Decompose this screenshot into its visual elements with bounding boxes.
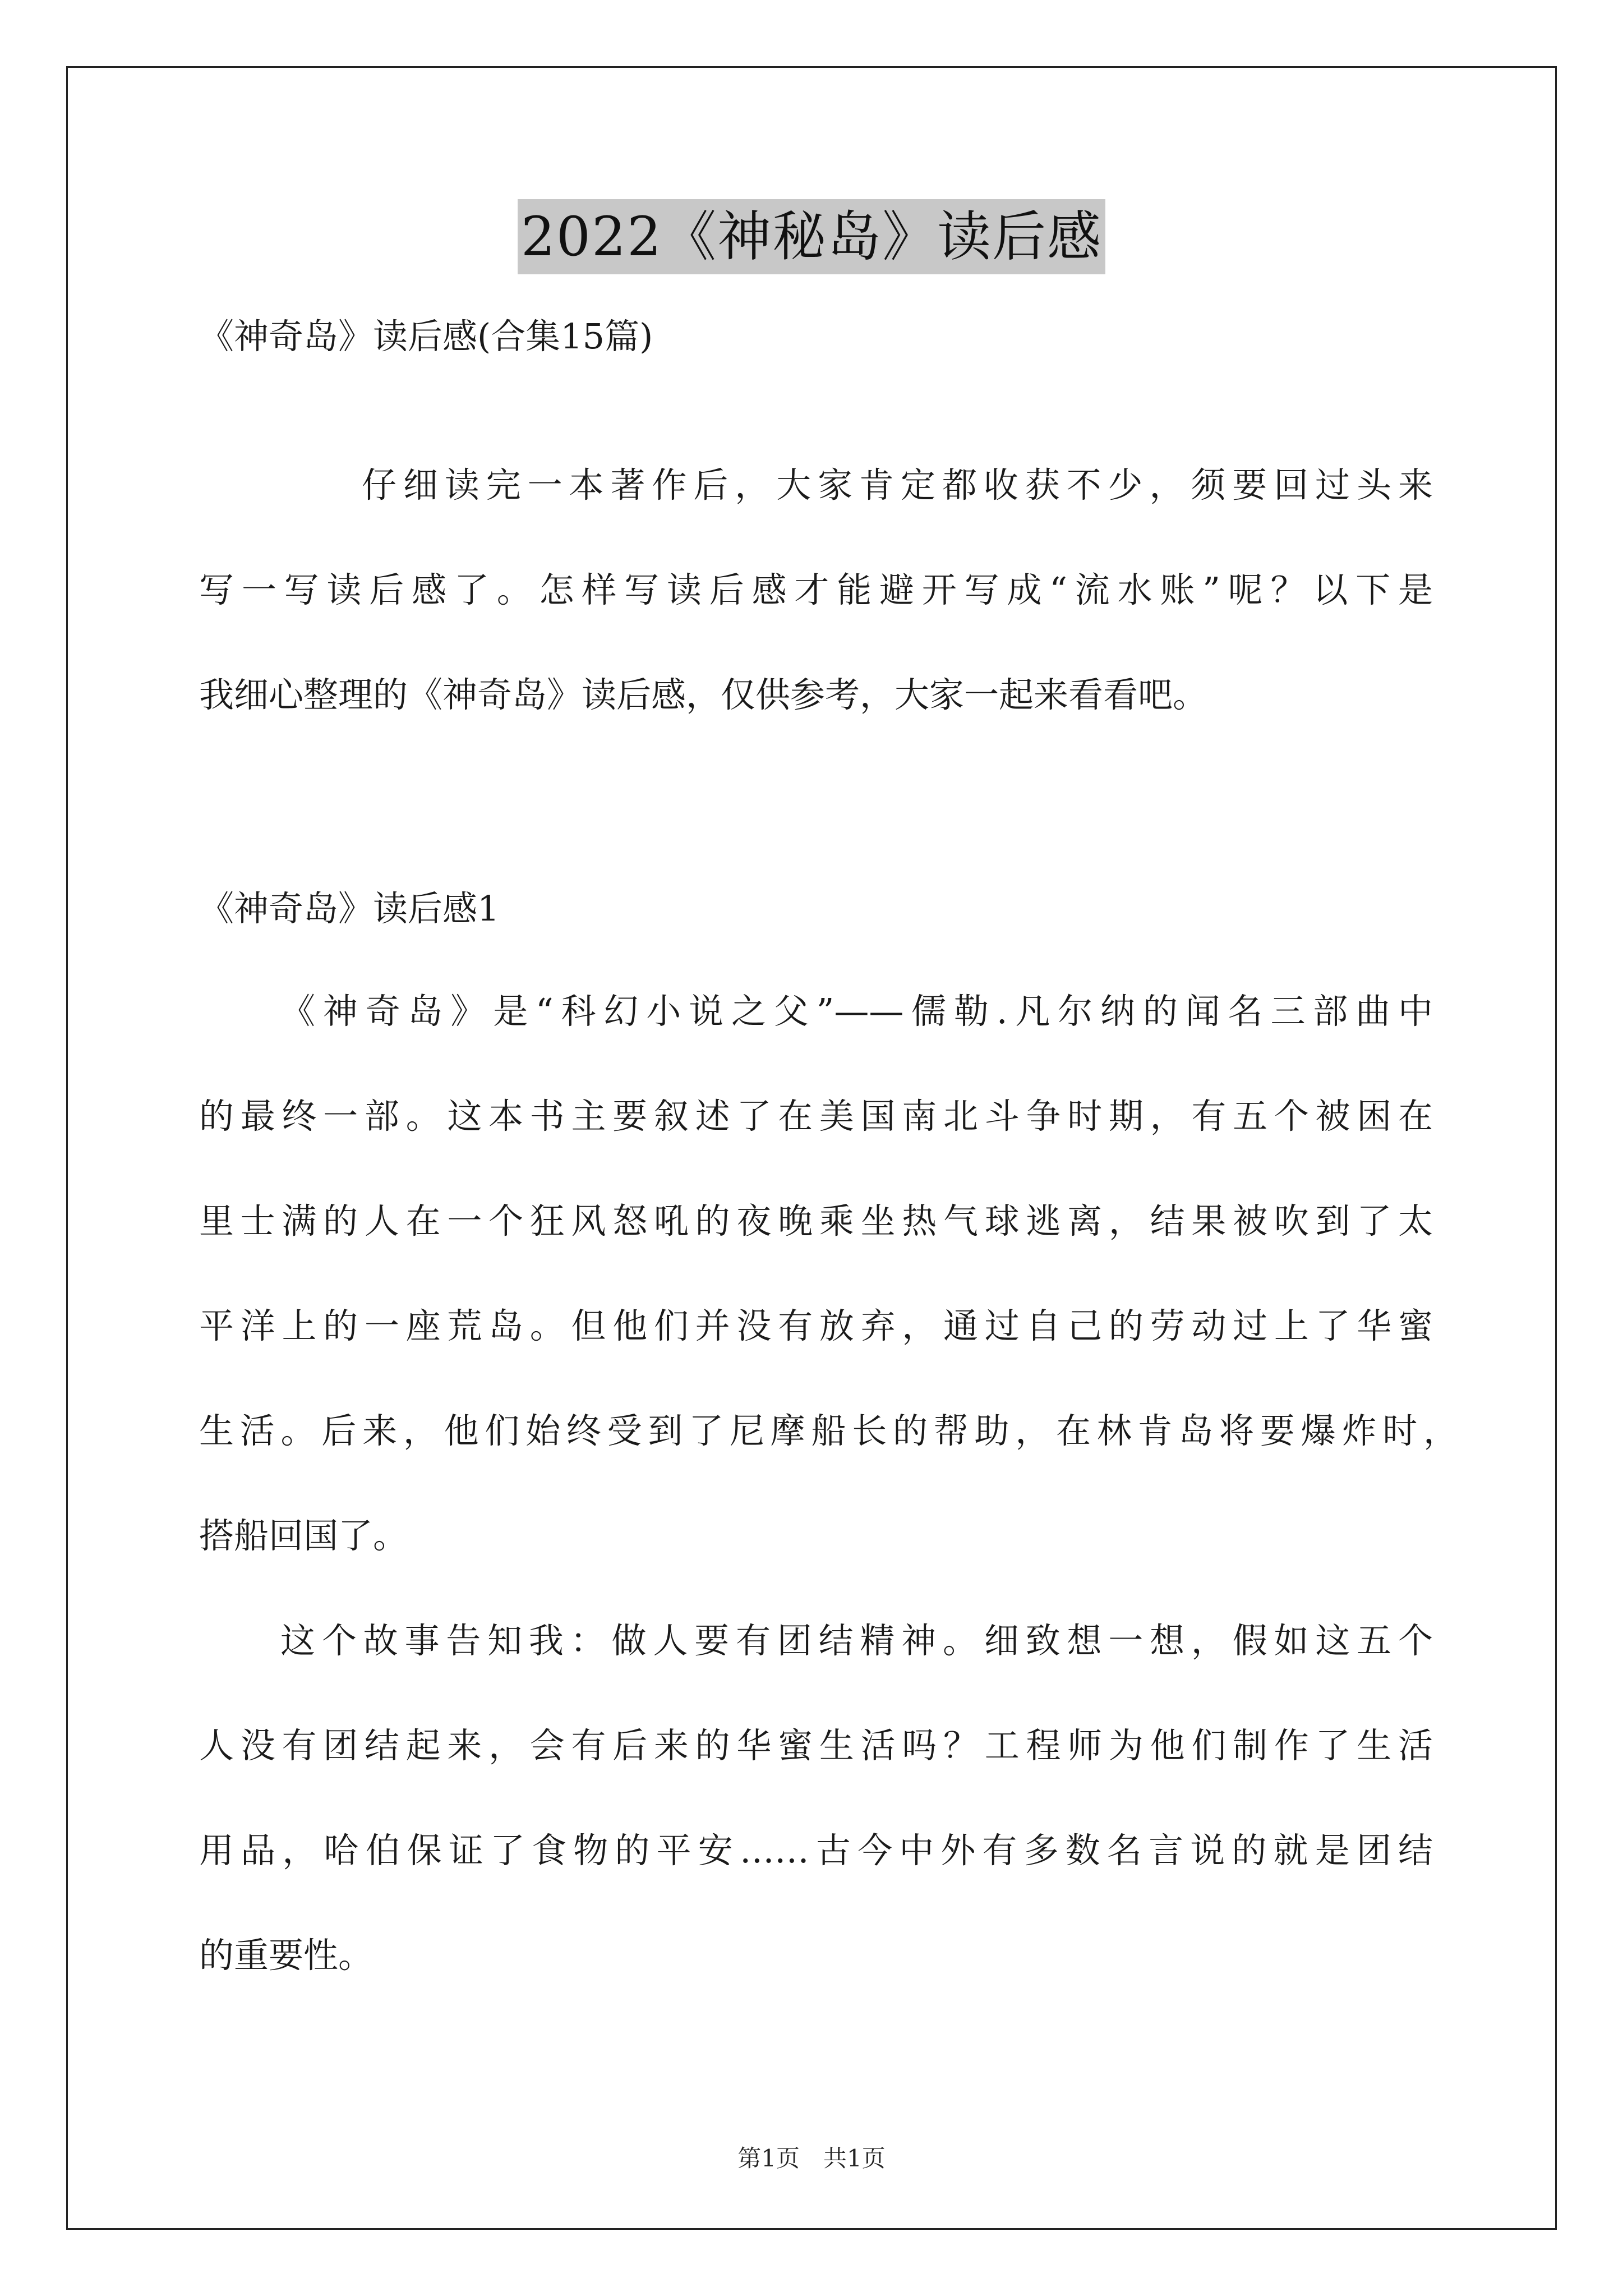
intro-line-2: 写一写读后感了。怎样写读后感才能避开写成“流水账”呢？以下是 bbox=[199, 569, 1433, 610]
document-title: 2022《神秘岛》读后感 bbox=[518, 199, 1105, 274]
paragraph1-line-4: 平洋上的一座荒岛。但他们并没有放弃，通过自己的劳动过上了华蜜 bbox=[199, 1305, 1433, 1346]
page-footer: 第1页 共1页 bbox=[737, 2145, 886, 2172]
paragraph1-line-6: 搭船回国了。 bbox=[199, 1515, 408, 1556]
paragraph1-line-3: 里士满的人在一个狂风怒吼的夜晚乘坐热气球逃离，结果被吹到了太 bbox=[199, 1200, 1433, 1241]
intro-line-1: 仔细读完一本著作后，大家肯定都收获不少，须要回过头来 bbox=[362, 464, 1433, 505]
paragraph1-line-1: 《神奇岛》是“科幻小说之父”——儒勒.凡尔纳的闻名三部曲中 bbox=[280, 991, 1433, 1032]
paragraph1-line-2: 的最终一部。这本书主要叙述了在美国南北斗争时期，有五个被困在 bbox=[199, 1096, 1433, 1137]
title-container bbox=[0, 199, 1623, 274]
paragraph2-line-3: 用品，哈伯保证了食物的平安……古今中外有多数名言说的就是团结 bbox=[199, 1830, 1433, 1871]
paragraph2-line-2: 人没有团结起来，会有后来的华蜜生活吗？工程师为他们制作了生活 bbox=[199, 1725, 1433, 1766]
intro-line-3: 我细心整理的《神奇岛》读后感，仅供参考，大家一起来看看吧。 bbox=[199, 674, 1208, 715]
page-border bbox=[66, 66, 1557, 2230]
paragraph1-line-5: 生活。后来，他们始终受到了尼摩船长的帮助，在林肯岛将要爆炸时， bbox=[199, 1410, 1458, 1451]
section-heading: 《神奇岛》读后感1 bbox=[199, 888, 500, 929]
paragraph2-line-1: 这个故事告知我：做人要有团结精神。细致想一想，假如这五个 bbox=[280, 1620, 1433, 1661]
paragraph2-line-4: 的重要性。 bbox=[199, 1935, 374, 1976]
document-subtitle: 《神奇岛》读后感(合集15篇) bbox=[199, 316, 653, 357]
